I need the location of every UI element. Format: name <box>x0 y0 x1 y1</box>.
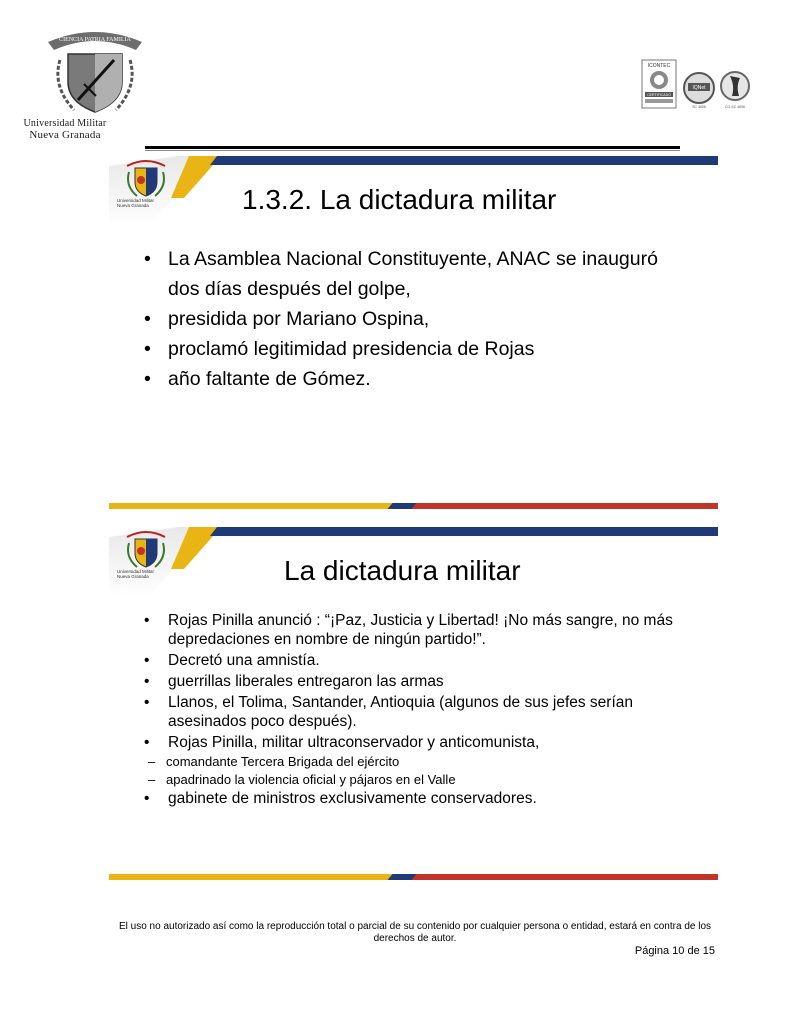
slide-crest-icon <box>117 158 175 198</box>
header-divider <box>145 146 680 149</box>
cert-label-iqnet: IQNet <box>692 85 706 91</box>
list-item: • año faltante de Gómez. <box>144 368 371 390</box>
co-sc-certificate-icon <box>721 72 749 109</box>
sub-list-item: – apadrinado la violencia oficial y pájaros en el Valle <box>148 772 456 787</box>
slide-1-bullet-list <box>142 244 682 394</box>
certification-logos <box>640 58 755 110</box>
list-item: • Rojas Pinilla anunció : “¡Paz, Justicia y Libertad! ¡No más sangre, no más depredaciones en nombre de ningún partido!”. <box>144 612 673 648</box>
motto-text: CIENCIA PATRIA FAMILIA <box>59 37 131 43</box>
list-item: • Llanos, el Tolima, Santander, Antioquia (algunos de sus jefes serían asesinados poco después). <box>144 694 634 730</box>
header-divider-thin <box>145 150 680 151</box>
cert-label-co-sc: CO-SC 4606 <box>724 105 746 109</box>
list-item: • guerrillas liberales entregaron las armas <box>144 673 444 690</box>
university-name-line1: Universidad Militar <box>23 118 107 129</box>
cert-label-sc: SC 4606 <box>692 105 706 109</box>
university-name-line2: Nueva Granada <box>29 129 101 141</box>
list-item: • presidida por Mariano Ospina, <box>144 308 430 330</box>
slide-2-logo <box>117 529 175 589</box>
cert-label-icontec: ICONTEC <box>647 63 671 69</box>
university-logo <box>23 20 150 150</box>
slide-1-title: 1.3.2. La dictadura militar <box>242 184 557 215</box>
slide-1-logo-text-1: Universidad Militar <box>117 198 155 203</box>
cert-label-certificado: CERTIFICADO <box>647 93 671 97</box>
slide-crest-icon <box>117 529 175 569</box>
slide-2-footer-band <box>109 874 718 880</box>
university-crest-icon <box>40 20 150 118</box>
slide-1 <box>109 156 718 509</box>
slide-1-footer-band <box>109 503 718 509</box>
page-number: Página 10 de 15 <box>634 945 715 957</box>
slide-2-logo-text-1: Universidad Militar <box>117 569 155 574</box>
copyright-notice: El uso no autorizado así como la reproducción total o parcial de su contenido por cualquier persona o entidad, estará en contra de los derechos de autor. <box>118 921 712 944</box>
slide-2-title: La dictadura militar <box>284 555 521 586</box>
slide-2-logo-text-2: Nueva Granada <box>117 574 149 579</box>
list-item: • Rojas Pinilla, militar ultraconservador y anticomunista, – comandante Tercera Brigada del ejército – apadrinado la violencia oficial y pájaros en el Valle <box>142 733 687 789</box>
slide-1-logo-text-2: Nueva Granada <box>117 203 149 208</box>
icontec-certificate-icon <box>642 60 676 108</box>
list-item: • proclamó legitimidad presidencia de Rojas <box>144 338 535 360</box>
list-item: • Decretó una amnistía. <box>144 652 320 669</box>
list-item: • gabinete de ministros exclusivamente conservadores. <box>144 790 537 807</box>
list-item: • La Asamblea Nacional Constituyente, ANAC se inauguró dos días después del golpe, <box>144 248 658 300</box>
slide-1-logo <box>117 158 175 218</box>
iqnet-certificate-icon <box>684 73 714 109</box>
slide-2-bullet-list <box>142 611 687 808</box>
slide-2 <box>109 527 718 880</box>
slide-2-sub-list <box>142 753 687 789</box>
sub-list-item: – comandante Tercera Brigada del ejército <box>148 754 400 769</box>
